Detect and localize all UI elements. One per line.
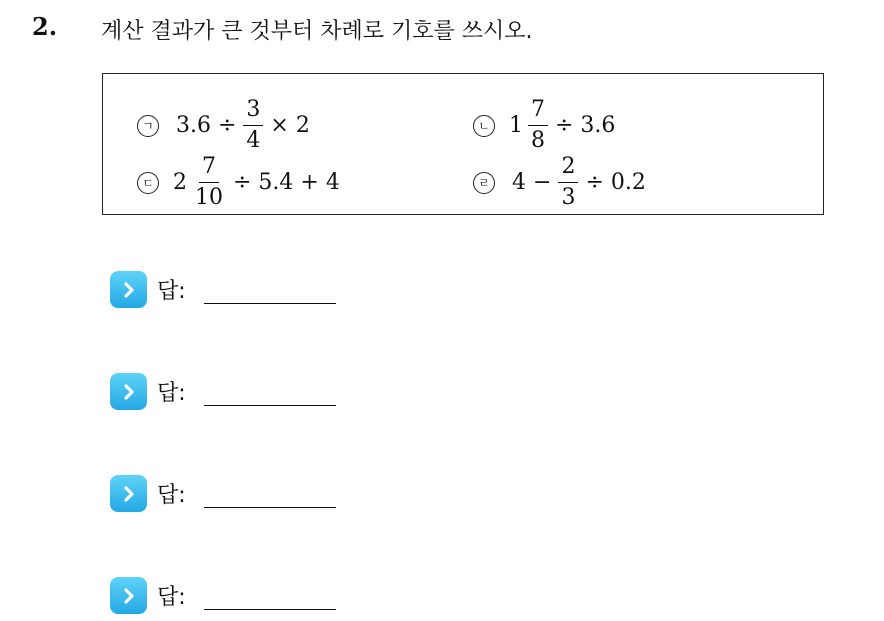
chevron-right-icon: [110, 475, 147, 512]
chevron-right-icon: [110, 271, 147, 308]
symbol-a: ㄱ: [137, 115, 159, 137]
expression-c: [137, 156, 343, 209]
fraction-d: [558, 156, 578, 209]
answer-row-1: [110, 271, 336, 308]
fraction-a: [243, 99, 263, 152]
expression-box: [102, 73, 824, 215]
answer-row-2: [110, 373, 336, 410]
answer-blank[interactable]: [204, 581, 336, 610]
symbol-d: ㄹ: [473, 172, 495, 194]
answer-label: 답:: [157, 483, 186, 508]
expression-c-part2: ÷ 5.4 + 4: [233, 170, 340, 195]
expression-a-part2: × 2: [270, 113, 310, 138]
answer-label: 답:: [157, 381, 186, 406]
chevron-right-icon: [110, 373, 147, 410]
expression-b-part2: ÷ 3.6: [555, 113, 616, 138]
answer-label: 답:: [157, 585, 186, 610]
symbol-b: ㄴ: [473, 115, 495, 137]
fraction-b-numerator: 7: [528, 99, 548, 126]
fraction-b: [528, 99, 548, 152]
answer-blank[interactable]: [204, 275, 336, 304]
expression-a: [137, 99, 313, 152]
expression-b-whole: 1: [509, 113, 523, 138]
answer-row-4: [110, 577, 336, 614]
chevron-right-icon: [110, 577, 147, 614]
fraction-a-denominator: 4: [246, 128, 261, 153]
expression-d-part2: ÷ 0.2: [585, 170, 646, 195]
fraction-a-numerator: 3: [243, 99, 263, 126]
fraction-c: [192, 156, 226, 209]
question-text: 계산 결과가 큰 것부터 차례로 기호를 쓰시오.: [101, 19, 533, 44]
expression-b: [473, 99, 618, 152]
fraction-b-denominator: 8: [531, 128, 545, 153]
question-number: 2.: [32, 12, 58, 41]
expression-d: [473, 156, 649, 209]
symbol-c: ㄷ: [137, 172, 159, 194]
expression-c-whole: 2: [173, 170, 187, 195]
fraction-d-denominator: 3: [561, 185, 576, 210]
answer-label: 답:: [157, 279, 186, 304]
expression-a-part1: 3.6 ÷: [176, 113, 237, 138]
answer-row-3: [110, 475, 336, 512]
fraction-c-denominator: 10: [195, 185, 223, 210]
answer-blank[interactable]: [204, 479, 336, 508]
fraction-d-numerator: 2: [558, 156, 578, 183]
expression-d-part1: 4 −: [512, 170, 552, 195]
answer-blank[interactable]: [204, 377, 336, 406]
fraction-c-numerator: 7: [199, 156, 219, 183]
